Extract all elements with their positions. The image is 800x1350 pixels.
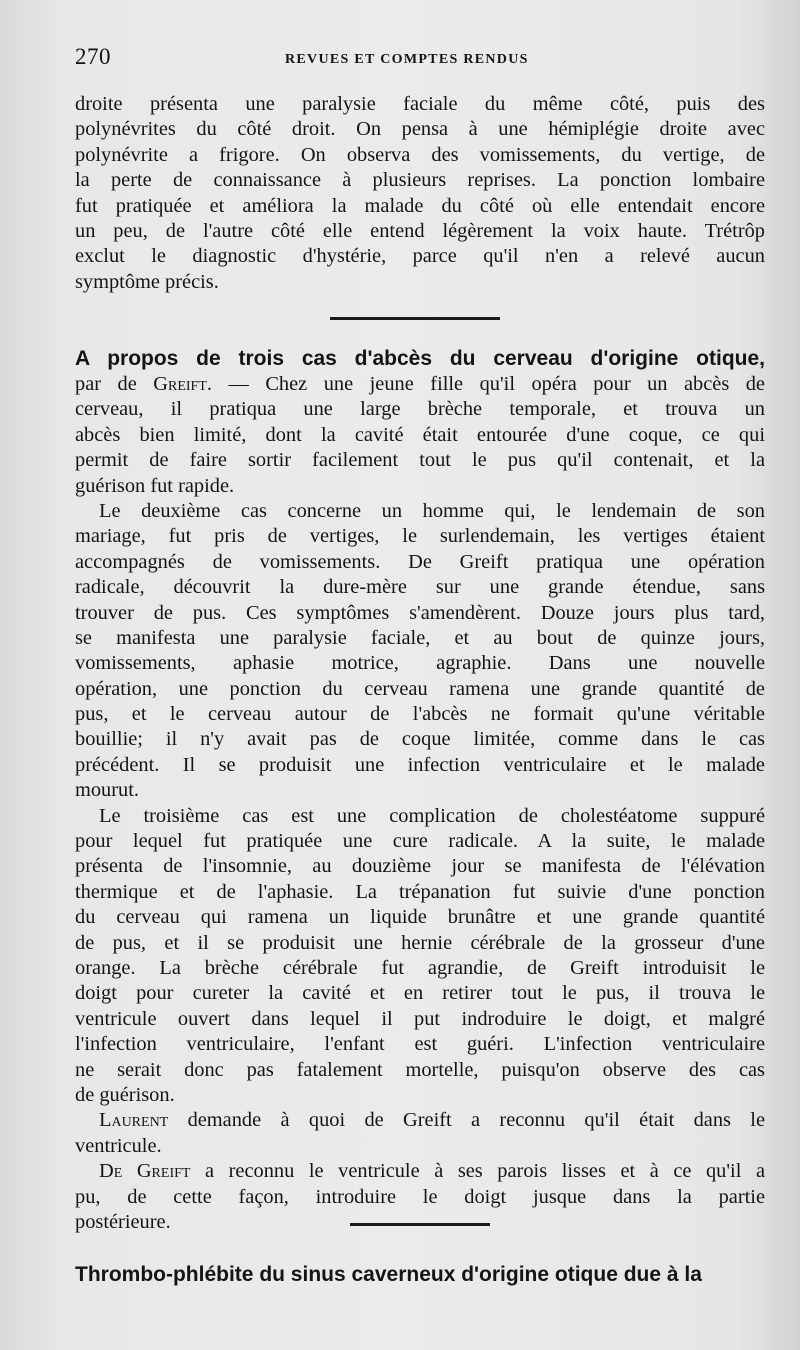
text-line: présenta de l'insomnie, au douzième jour se manifesta de l'élévation	[75, 855, 765, 878]
text-line: thermique et de l'aphasie. La trépanation fut suivie d'une ponction	[75, 880, 765, 903]
text-line: du cerveau qui ramena un liquide brunâtre et une grande quantité	[75, 906, 765, 929]
text-line: ne serait donc pas fatalement mortelle, puisqu'on observe des cas	[75, 1058, 765, 1081]
text-line: symptôme précis.	[75, 270, 219, 293]
text-line: postérieure.	[75, 1210, 171, 1233]
text-line: cerveau, il pratiqua une large brèche temporale, et trouva un	[75, 398, 765, 421]
author-name: De Greift	[99, 1160, 191, 1183]
text-line: polynévrite a frigore. On observa des vomissements, du vertige, de	[75, 143, 765, 166]
text-line: accompagnés de vomissements. De Greift pratiqua une opération	[75, 550, 765, 573]
text-line: doigt pour cureter la cavité et en retirer tout le pus, il trouva le	[75, 982, 765, 1005]
text-line: l'infection ventriculaire, l'enfant est guéri. L'infection ventriculaire	[75, 1033, 765, 1056]
page-header	[75, 44, 765, 78]
text-line: polynévrites du côté droit. On pensa à une hémiplégie droite avec	[75, 118, 765, 141]
text-line: opération, une ponction du cerveau ramena une grande quantité de	[75, 677, 765, 700]
text-line: Laurent demande à quoi de Greift a reconnu qu'il était dans le	[99, 1109, 765, 1132]
page-number: 270	[75, 44, 111, 69]
text-line: pour lequel fut pratiquée une cure radicale. A la suite, le malade	[75, 830, 765, 853]
author-name: Greift	[153, 373, 207, 395]
text-line: de guérison.	[75, 1083, 175, 1106]
section-title: A propos de trois cas d'abcès du cerveau d'origine otique,	[75, 347, 765, 370]
text-line: radicale, découvrit la dure-mère sur une grande étendue, sans	[75, 576, 765, 599]
text-line: exclut le diagnostic d'hystérie, parce qu'il n'en a relevé aucun	[75, 245, 765, 268]
intro-paragraph	[75, 92, 765, 295]
section-divider	[350, 1223, 490, 1226]
next-section-title: Thrombo-phlébite du sinus caverneux d'origine otique due à la	[75, 1263, 702, 1286]
text-line: vomissements, aphasie motrice, agraphie. Dans une nouvelle	[75, 652, 765, 675]
text-line: orange. La brèche cérébrale fut agrandie, de Greift introduisit le	[75, 956, 765, 979]
text-line: la perte de connaissance à plusieurs reprises. La ponction lombaire	[75, 169, 765, 192]
text-line: pu, de cette façon, introduire le doigt jusque dans la partie	[75, 1185, 765, 1208]
text-line: par de Greift. — Chez une jeune fille qu'il opéra pour un abcès de	[75, 373, 765, 395]
text-line: un peu, de l'autre côté elle entend légèrement la voix haute. Trétrôp	[75, 219, 765, 242]
text-line: permit de faire sortir facilement tout le pus qu'il contenait, et la	[75, 449, 765, 472]
text-line: mourut.	[75, 779, 139, 802]
author-name: Laurent	[99, 1109, 169, 1132]
text-line: droite présenta une paralysie faciale du même côté, puis des	[75, 93, 765, 115]
section-divider	[330, 317, 500, 320]
text-line: guérison fut rapide.	[75, 474, 235, 497]
section-body	[75, 372, 765, 1235]
text-line: précédent. Il se produisit une infection ventriculaire et le malade	[75, 753, 765, 776]
text-line: se manifesta une paralysie faciale, et au bout de quinze jours,	[75, 626, 765, 649]
text-line: de pus, et il se produisit une hernie cérébrale de la grosseur d'une	[75, 931, 765, 954]
text-line: De Greift a reconnu le ventricule à ses parois lisses et à ce qu'il a	[99, 1160, 765, 1183]
text-line: Le troisième cas est une complication de cholestéatome suppuré	[99, 804, 765, 827]
text-line: Le deuxième cas concerne un homme qui, le lendemain de son	[99, 499, 765, 522]
text-line: fut pratiquée et améliora la malade du côté où elle entendait encore	[75, 194, 765, 217]
running-head: REVUES ET COMPTES RENDUS	[285, 52, 529, 67]
text-line: bouillie; il n'y avait pas de coque limitée, comme dans le cas	[75, 728, 765, 751]
text-line: trouver de pus. Ces symptômes s'amendèrent. Douze jours plus tard,	[75, 601, 765, 624]
text-line: ventricule.	[75, 1134, 162, 1157]
text-line: mariage, fut pris de vertiges, le surlendemain, les vertiges étaient	[75, 525, 765, 548]
text-line: abcès bien limité, dont la cavité était entourée d'une coque, ce qui	[75, 423, 765, 446]
text-line: pus, et le cerveau autour de l'abcès ne formait qu'une véritable	[75, 703, 765, 726]
text-line: ventricule ouvert dans lequel il put indroduire le doigt, et malgré	[75, 1007, 765, 1030]
